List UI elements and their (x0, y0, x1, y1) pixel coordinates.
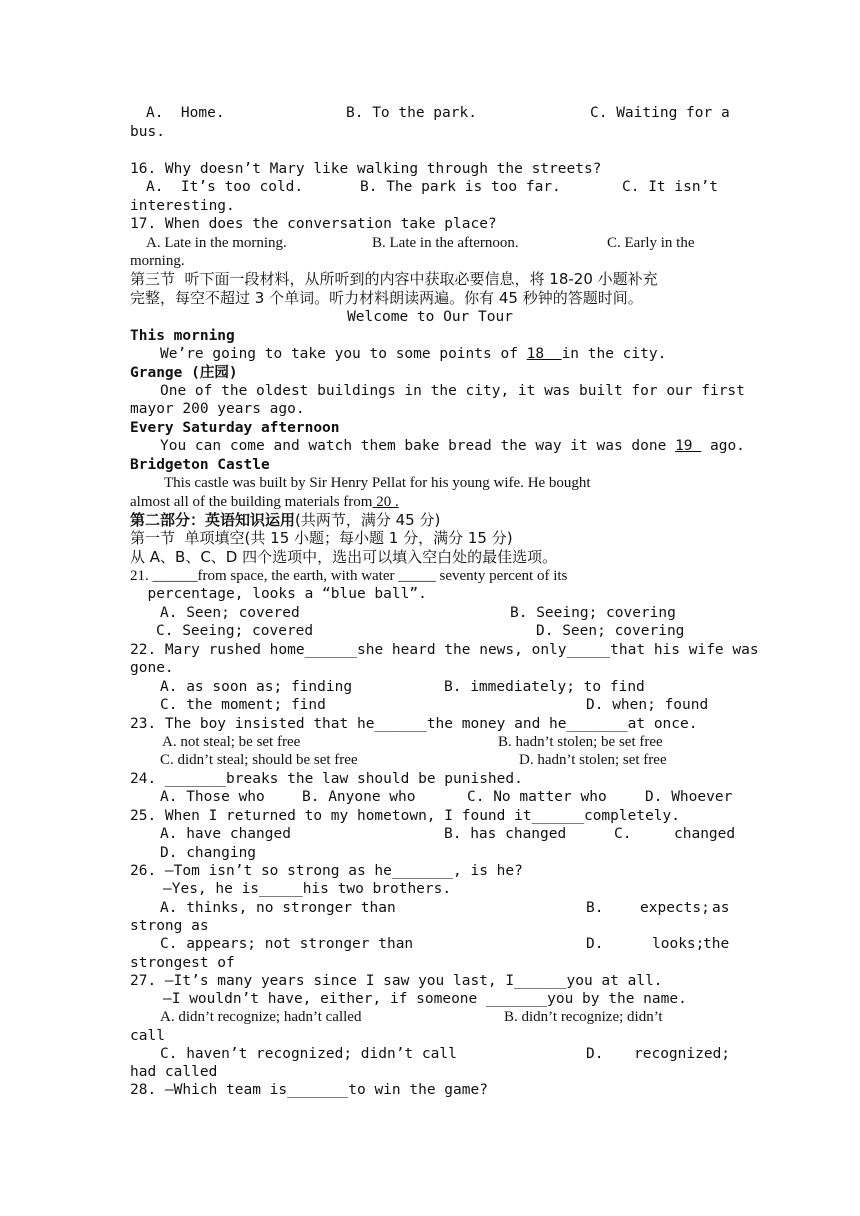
q26-option-d-word1: looks; (652, 936, 705, 952)
q25-stem: 25. When I returned to my hometown, I found it______completely. (130, 808, 680, 824)
q16-option-b: B. The park is too far. (360, 179, 561, 195)
q21-stem: 21. ______from space, the earth, with water _____ seventy percent of its (130, 568, 568, 584)
q16-option-c-cont: interesting. (130, 198, 235, 214)
q26-option-a: A. thinks, no stronger than (160, 900, 396, 916)
q27-option-d-word1: recognized; (634, 1046, 731, 1062)
tour-paragraph-4-line1: This castle was built by Sir Henry Pellat for his young wife. He bought (164, 475, 591, 491)
blank-19[interactable]: 19 (675, 438, 702, 454)
q27-option-d: D. (586, 1046, 604, 1062)
q17-option-b: B. Late in the afternoon. (372, 235, 519, 251)
q16-option-a: A. It’s too cold. (146, 179, 304, 195)
q21-option-b: B. Seeing; covering (510, 605, 676, 621)
q16-stem: 16. Why doesn’t Mary like walking through the streets? (130, 161, 602, 177)
q27-option-a: A. didn’t recognize; hadn’t called (160, 1009, 362, 1025)
part2-title: 第二部分：英语知识运用(共两节，满分 45 分) (130, 511, 441, 529)
q26-option-d: D. (586, 936, 604, 952)
tour-paragraph-2-line1: One of the oldest buildings in the city, it was built for our first (160, 383, 745, 399)
blank-18[interactable]: 18 (526, 346, 562, 362)
q26-option-b-word1: expects; (640, 900, 710, 916)
q15-option-c: C. Waiting for a (590, 105, 730, 121)
q27-option-b: B. didn’t recognize; didn’t (504, 1009, 663, 1025)
q22-option-d: D. when; found (586, 697, 709, 713)
q27-stem: 27. —It’s many years since I saw you last, I______you at all. (130, 973, 663, 989)
q26-option-c: C. appears; not stronger than (160, 936, 414, 952)
q27-option-d-cont: had called (130, 1064, 218, 1080)
q25-option-c-text: changed (674, 826, 736, 842)
q21-option-d: D. Seen; covering (536, 623, 685, 639)
q25-option-a: A. have changed (160, 826, 291, 842)
q26-stem: 26. —Tom isn’t so strong as he_______, is he? (130, 863, 523, 879)
tour-heading-castle: Bridgeton Castle (130, 457, 270, 473)
q22-stem: 22. Mary rushed home______she heard the news, only_____that his wife was (130, 642, 759, 658)
tour-paragraph-1: We’re going to take you to some points of 18 in the city. (160, 346, 667, 362)
q25-option-b: B. has changed (444, 826, 567, 842)
q22-option-c: C. the moment; find (160, 697, 326, 713)
q26-option-b: B. (586, 900, 604, 916)
q27-stem-line2: —I wouldn’t have, either, if someone _______you by the name. (163, 991, 687, 1007)
q26-option-d-word2: the (703, 936, 730, 952)
section3-instruction-line1: 第三节 听下面一段材料，从所听到的内容中获取必要信息，将 18-20 小题补充 (130, 270, 658, 288)
q23-option-a: A. not steal; be set free (162, 734, 301, 750)
q23-option-d: D. hadn’t stolen; set free (519, 752, 667, 768)
part2-instructions: 从 A、B、C、D 四个选项中，选出可以填入空白处的最佳选项。 (130, 548, 558, 566)
q26-stem-line2: —Yes, he is_____his two brothers. (163, 881, 452, 897)
q17-option-c: C. Early in the (607, 235, 695, 251)
tour-heading-this-morning: This morning (130, 328, 235, 344)
q26-option-d-cont: strongest of (130, 955, 235, 971)
q28-stem: 28. —Which team is_______to win the game? (130, 1082, 488, 1098)
tour-heading-saturday: Every Saturday afternoon (130, 420, 340, 436)
q21-option-c: C. Seeing; covered (156, 623, 314, 639)
q24-option-a: A. Those who (160, 789, 265, 805)
q22-option-b: B. immediately; to find (444, 679, 645, 695)
tour-paragraph-4-line2: almost all of the building materials from 20 . (130, 494, 399, 510)
q17-stem: 17. When does the conversation take place? (130, 216, 497, 232)
q17-option-c-cont: morning. (130, 253, 185, 269)
q17-option-a: A. Late in the morning. (146, 235, 287, 251)
part2-section1: 第一节 单项填空(共 15 小题；每小题 1 分，满分 15 分) (130, 529, 513, 547)
q15-option-a: A. Home. (146, 105, 225, 121)
q22-stem-line2: gone. (130, 660, 174, 676)
q21-stem-line2: percentage, looks a “blue ball”. (130, 586, 427, 602)
q26-option-b-word2: as (712, 900, 730, 916)
tour-title: Welcome to Our Tour (347, 309, 513, 325)
q26-option-b-cont: strong as (130, 918, 209, 934)
q27-option-c: C. haven’t recognized; didn’t call (160, 1046, 457, 1062)
q15-option-c-cont: bus. (130, 124, 165, 140)
q23-option-b: B. hadn’t stolen; be set free (498, 734, 663, 750)
q21-option-a: A. Seen; covered (160, 605, 300, 621)
tour-paragraph-2-line2: mayor 200 years ago. (130, 401, 305, 417)
q25-option-c: C. (614, 826, 632, 842)
q24-option-d: D. Whoever (645, 789, 733, 805)
blank-20[interactable]: 20 . (372, 494, 399, 510)
q24-option-c: C. No matter who (467, 789, 607, 805)
q23-stem: 23. The boy insisted that he______the money and he_______at once. (130, 716, 698, 732)
q16-option-c: C. It isn’t (622, 179, 719, 195)
tour-heading-grange: Grange (庄园) (130, 365, 238, 381)
q22-option-a: A. as soon as; finding (160, 679, 353, 695)
section3-instruction-line2: 完整，每空不超过 3 个单词。听力材料朗读两遍。你有 45 秒钟的答题时间。 (130, 289, 643, 307)
q24-option-b: B. Anyone who (302, 789, 416, 805)
q27-option-b-cont: call (130, 1028, 165, 1044)
q24-stem: 24. _______breaks the law should be punished. (130, 771, 523, 787)
q25-option-d: D. changing (160, 845, 257, 861)
q23-option-c: C. didn’t steal; should be set free (160, 752, 358, 768)
q15-option-b: B. To the park. (346, 105, 477, 121)
tour-paragraph-3: You can come and watch them bake bread the way it was done 19 ago. (160, 438, 745, 454)
